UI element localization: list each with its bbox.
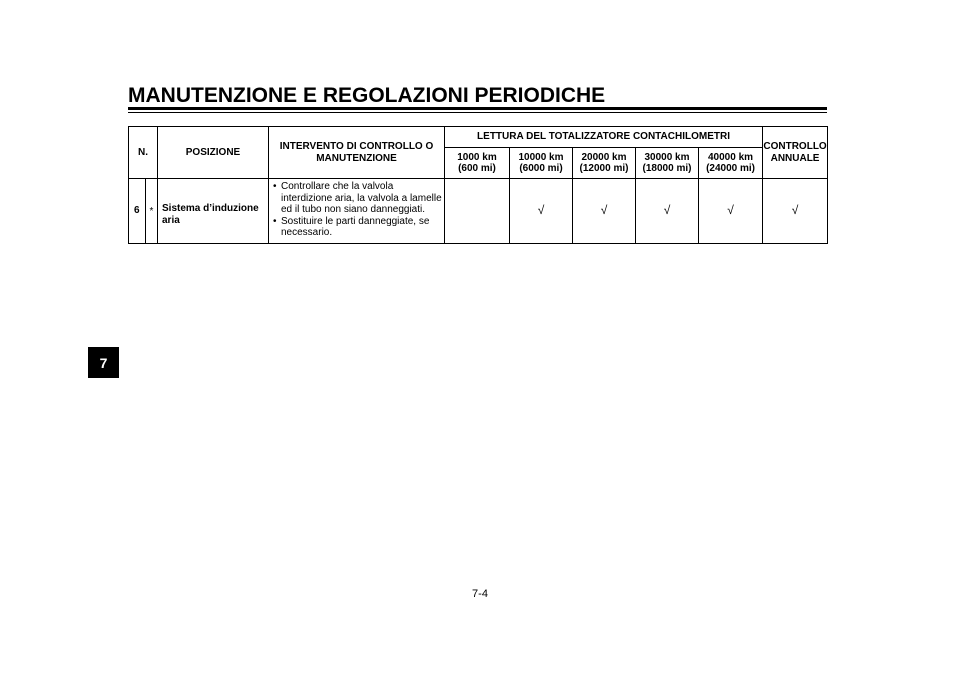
title-rule-thin bbox=[128, 112, 827, 113]
header-position: POSIZIONE bbox=[158, 127, 269, 179]
header-intervention: INTERVENTO DI CONTROLLO O MANUTENZIONE bbox=[269, 127, 445, 179]
intervention-item: • Sostituire le parti danneggiate, se necessario. bbox=[273, 216, 442, 239]
header-km-1000: 1000 km (600 mi) bbox=[445, 148, 510, 179]
check-10000km: √ bbox=[510, 179, 573, 244]
row-asterisk: * bbox=[146, 179, 158, 244]
row-number: 6 bbox=[129, 179, 146, 244]
check-40000km: √ bbox=[699, 179, 763, 244]
check-1000km bbox=[445, 179, 510, 244]
header-km-40000: 40000 km (24000 mi) bbox=[699, 148, 763, 179]
intervention-item: • Controllare che la valvola interdizione aria, la valvola a lamelle ed il tubo non siano danneggiati. bbox=[273, 181, 442, 216]
header-annual-check: CONTROLLO ANNUALE bbox=[763, 127, 828, 179]
maintenance-table bbox=[128, 126, 828, 244]
title-rule-thick bbox=[128, 107, 827, 110]
row-position: Sistema d’induzione aria bbox=[158, 179, 269, 244]
header-km-20000: 20000 km (12000 mi) bbox=[573, 148, 636, 179]
page-title: MANUTENZIONE E REGOLAZIONI PERIODICHE bbox=[128, 84, 606, 107]
header-odometer: LETTURA DEL TOTALIZZATORE CONTACHILOMETRI bbox=[445, 127, 763, 148]
header-km-10000: 10000 km (6000 mi) bbox=[510, 148, 573, 179]
row-intervention bbox=[269, 179, 445, 244]
header-n: N. bbox=[129, 127, 158, 179]
header-km-30000: 30000 km (18000 mi) bbox=[636, 148, 699, 179]
check-20000km: √ bbox=[573, 179, 636, 244]
check-30000km: √ bbox=[636, 179, 699, 244]
page-number: 7-4 bbox=[472, 588, 488, 600]
table-row bbox=[129, 179, 828, 244]
chapter-tab: 7 bbox=[88, 347, 119, 378]
check-annual: √ bbox=[763, 179, 828, 244]
